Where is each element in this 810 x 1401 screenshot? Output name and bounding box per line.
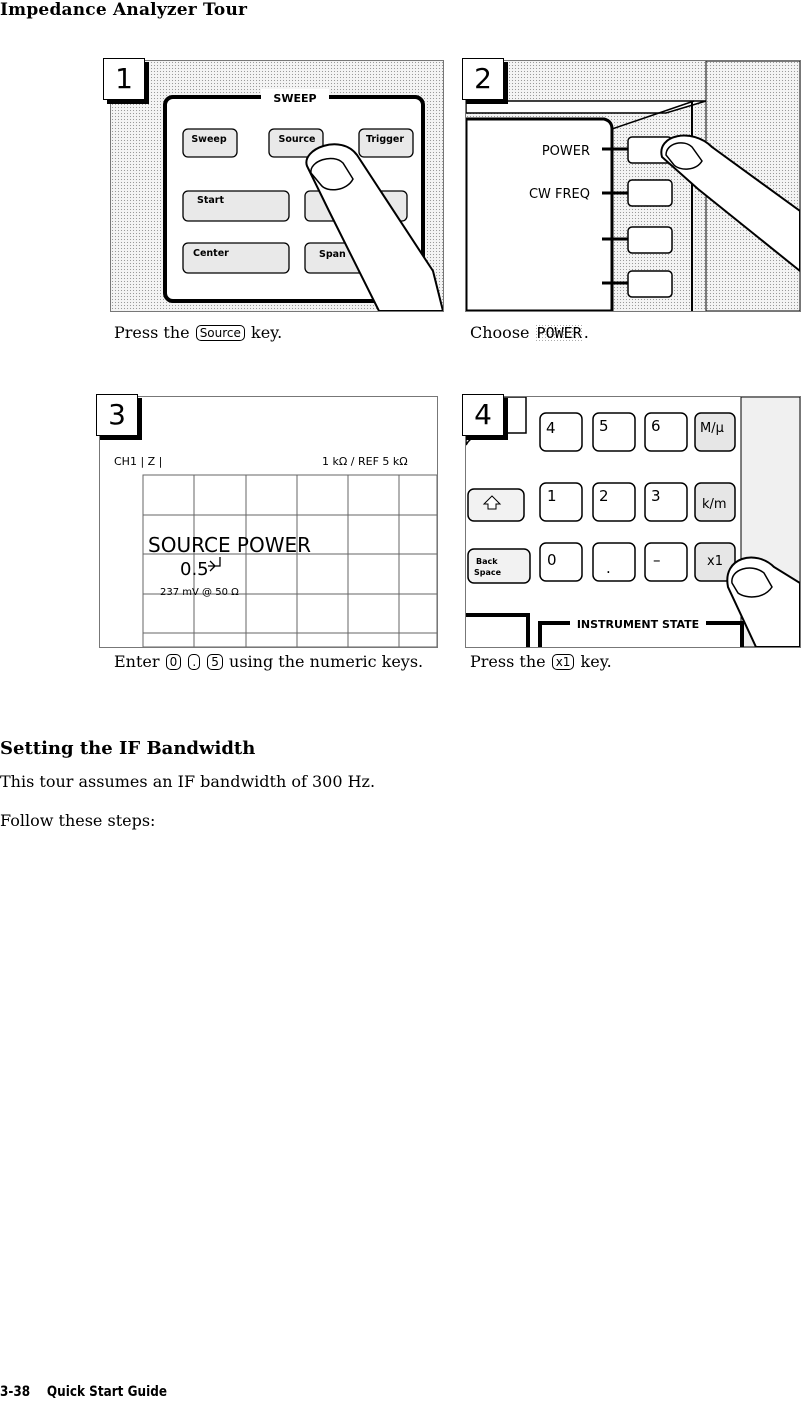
sweep-group-label: SWEEP bbox=[273, 92, 317, 105]
softkey-label-power: POWER bbox=[541, 144, 590, 159]
step-3-badge bbox=[96, 394, 138, 436]
bezel-frame bbox=[466, 119, 612, 311]
paragraph-bandwidth: This tour assumes an IF bandwidth of 300 Hz. bbox=[0, 772, 376, 791]
digit-5-key-glyph: 5 bbox=[207, 654, 223, 670]
step-3-illustration bbox=[99, 396, 438, 648]
step-4-illustration bbox=[465, 396, 801, 648]
step-2-badge bbox=[462, 58, 504, 100]
power-softkey-glyph: POWER bbox=[536, 324, 582, 342]
key-2-label: 2 bbox=[599, 487, 609, 505]
caption-text: Press the bbox=[470, 652, 546, 671]
paragraph-steps: Follow these steps: bbox=[0, 811, 156, 830]
backspace-label-1: Back bbox=[476, 557, 498, 566]
step-4-caption bbox=[470, 651, 612, 673]
key-trigger-label: Trigger bbox=[365, 134, 405, 145]
source-key-glyph: Source bbox=[196, 325, 245, 341]
analyzer-display-drawing bbox=[100, 397, 437, 647]
page-title: Impedance Analyzer Tour bbox=[0, 0, 248, 20]
key-x1-label: x1 bbox=[707, 554, 723, 569]
key-4-label: 4 bbox=[546, 419, 556, 437]
trace-header-right: 1 kΩ / REF 5 kΩ bbox=[322, 455, 408, 468]
step-1-caption bbox=[114, 322, 282, 344]
softkey-3 bbox=[628, 227, 672, 253]
caption-text: Press the bbox=[114, 323, 190, 342]
caption-text: Enter bbox=[114, 652, 160, 671]
page-footer bbox=[0, 1384, 167, 1400]
step-1-badge bbox=[103, 58, 145, 100]
key-0-label: 0 bbox=[547, 551, 557, 569]
key-3-label: 3 bbox=[651, 487, 661, 505]
caption-text: . bbox=[583, 323, 589, 342]
guide-title: Quick Start Guide bbox=[46, 1384, 167, 1400]
step-2-number: 2 bbox=[474, 62, 492, 95]
step-1-number: 1 bbox=[115, 62, 133, 95]
key-center-label: Center bbox=[193, 248, 229, 259]
key-decimal-label: . bbox=[606, 559, 611, 577]
step-3-number: 3 bbox=[108, 398, 126, 431]
row-3-keys bbox=[468, 543, 735, 583]
softkey-label-cw-freq: CW FREQ bbox=[528, 187, 590, 202]
key-5-label: 5 bbox=[599, 417, 609, 435]
step-2-caption bbox=[470, 322, 589, 344]
key-minus-label: – bbox=[653, 551, 661, 569]
digit-0-key-glyph: 0 bbox=[166, 654, 182, 670]
step-4-badge bbox=[462, 394, 504, 436]
row-2-keys bbox=[468, 483, 735, 521]
key-source-label: Source bbox=[278, 134, 316, 145]
trace-header-left: CH1 | Z | bbox=[114, 455, 163, 468]
step-1-illustration bbox=[110, 60, 444, 312]
key-sweep-label: Sweep bbox=[191, 134, 227, 145]
enter-arrow-icon bbox=[208, 557, 220, 571]
row-1-keys bbox=[540, 413, 735, 451]
caption-text: key. bbox=[251, 323, 283, 342]
instrument-state-label: INSTRUMENT STATE bbox=[576, 618, 700, 631]
page-number: 3-38 bbox=[0, 1384, 31, 1400]
caption-text: Choose bbox=[470, 323, 530, 342]
step-3-caption bbox=[114, 651, 434, 673]
backspace-label-2: Space bbox=[474, 568, 502, 577]
subvalue-readout: 237 mV @ 50 Ω bbox=[160, 587, 239, 598]
key-1-label: 1 bbox=[547, 487, 557, 505]
numeric-keypad-drawing bbox=[466, 397, 800, 647]
step-2-illustration bbox=[465, 60, 801, 312]
softkey-panel-drawing bbox=[466, 61, 800, 311]
caption-text: using the numeric keys. bbox=[229, 652, 424, 671]
key-start-label: Start bbox=[197, 195, 225, 206]
section-heading: Setting the IF Bandwidth bbox=[0, 738, 256, 759]
decimal-key-glyph: . bbox=[188, 654, 200, 670]
sweep-keypad-drawing bbox=[111, 61, 443, 311]
value-readout: 0.5 bbox=[180, 559, 209, 580]
backspace-key bbox=[468, 549, 530, 583]
key-span-label: Span bbox=[319, 249, 346, 260]
key-6-label: 6 bbox=[651, 417, 661, 435]
softkey-4 bbox=[628, 271, 672, 297]
key-mega-micro-label: M/µ bbox=[700, 421, 724, 436]
step-4-number: 4 bbox=[474, 398, 492, 431]
function-readout: SOURCE POWER bbox=[148, 533, 312, 557]
x1-key-glyph: x1 bbox=[552, 654, 575, 670]
key-kilo-milli-label: k/m bbox=[702, 497, 727, 512]
softkey-2 bbox=[628, 180, 672, 206]
caption-text: key. bbox=[580, 652, 612, 671]
